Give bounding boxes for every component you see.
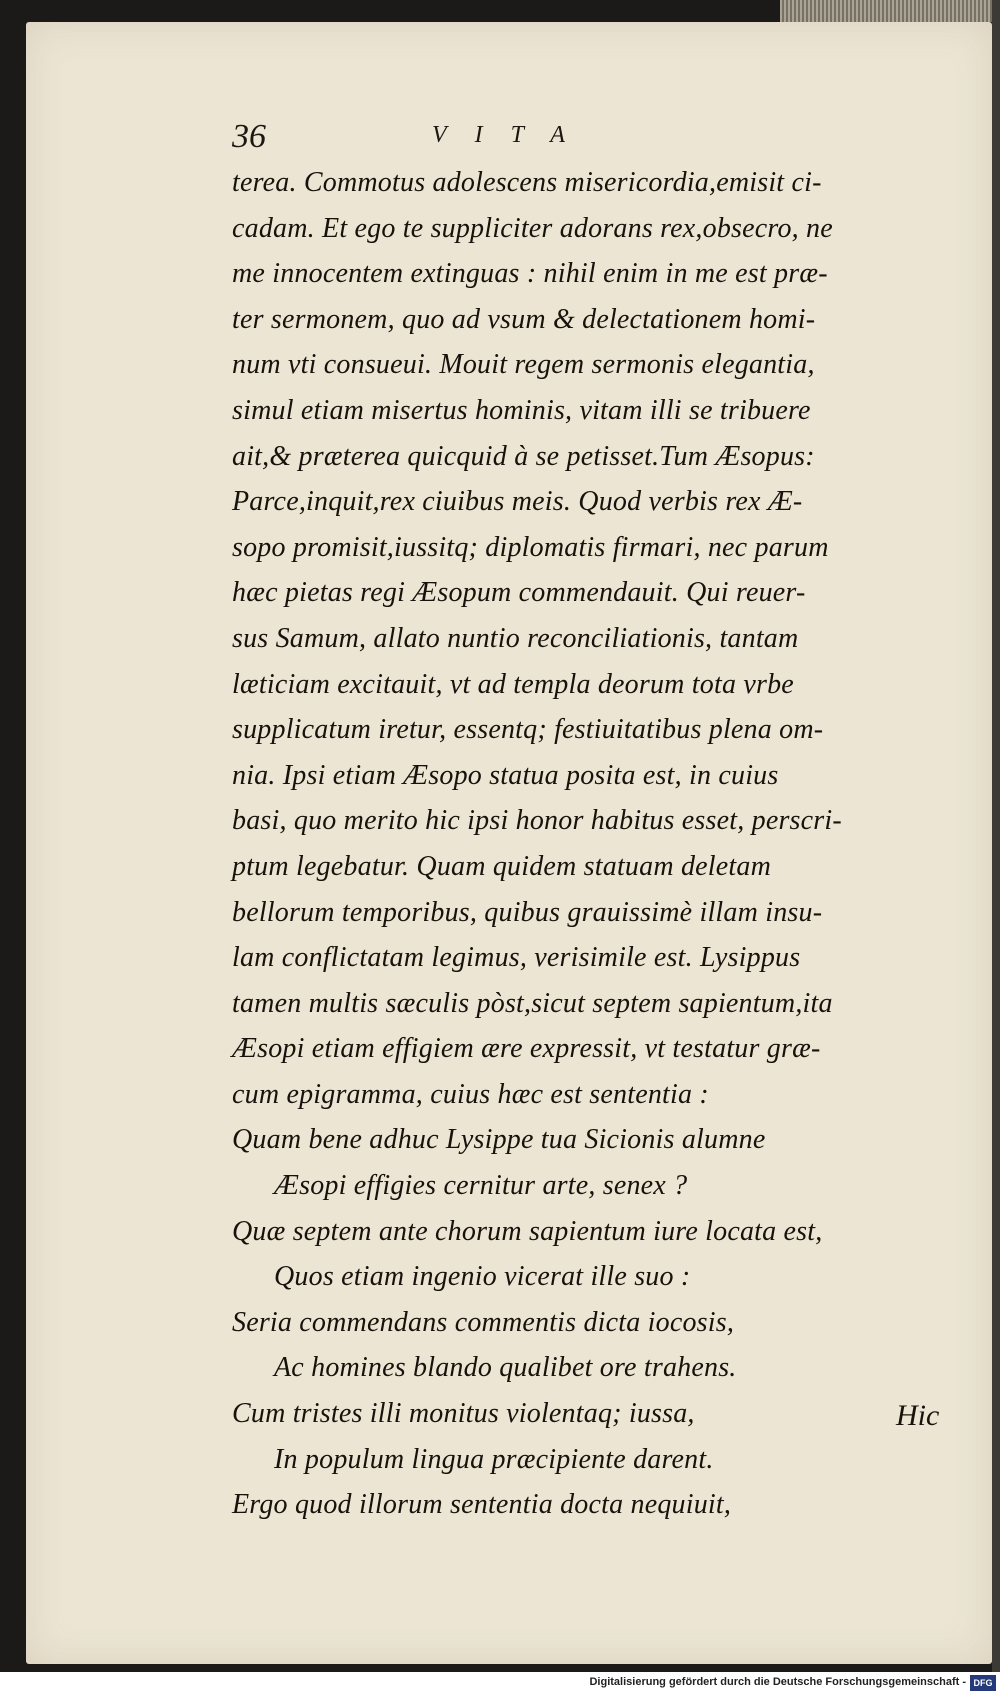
book-page-edges	[780, 0, 1000, 22]
verse-line: Ergo quod illorum sententia docta nequiuit,	[232, 1489, 732, 1521]
text-line: cum epigramma, cuius hæc est sententia :	[232, 1078, 709, 1110]
verse-line: Seria commendans commentis dicta iocosis,	[232, 1306, 735, 1338]
text-line: Parce,inquit,rex ciuibus meis. Quod verbis rex Æ-	[232, 486, 803, 518]
verse-line: Quos etiam ingenio vicerat ille suo :	[274, 1261, 691, 1293]
running-title: VITA	[432, 122, 593, 148]
text-line: terea. Commotus adolescens misericordia,emisit ci-	[232, 167, 822, 198]
text-line: num vti consueui. Mouit regem sermonis elegantia,	[232, 349, 815, 381]
text-line: supplicatum iretur, essentq; festiuitatibus plena om-	[232, 714, 824, 746]
text-line: nia. Ipsi etiam Æsopo statua posita est, in cuius	[232, 759, 779, 791]
text-line: basi, quo merito hic ipsi honor habitus esset, perscri-	[232, 805, 842, 837]
text-line: ait,& præterea quicquid à se petisset.Tum Æsopus:	[232, 440, 815, 472]
text-line: bellorum temporibus, quibus grauissimè illam insu-	[232, 896, 823, 928]
text-line: sopo promisit,iussitq; diplomatis firmari, nec parum	[232, 531, 829, 563]
running-head	[232, 118, 952, 158]
text-line: ptum legebatur. Quam quidem statuam deletam	[232, 850, 771, 882]
book-spine-edge	[992, 0, 1000, 1672]
text-line: lam conflictatam legimus, verisimile est. Lysippus	[232, 942, 801, 974]
text-line: sus Samum, allato nuntio reconciliationis, tantam	[232, 622, 799, 654]
verse-line: Cum tristes illi monitus violentaq; iussa,	[232, 1398, 695, 1430]
text-line: ter sermonem, quo ad vsum & delectationem homi-	[232, 303, 816, 335]
text-line: tamen multis sæculis pòst,sicut septem sapientum,ita	[232, 987, 833, 1019]
verse-line: Quæ septem ante chorum sapientum iure locata est,	[232, 1215, 823, 1247]
text-line: simul etiam misertus hominis, vitam illi se tribuere	[232, 394, 811, 426]
text-line: hæc pietas regi Æsopum commendauit. Qui reuer-	[232, 577, 806, 609]
text-line: læticiam excitauit, vt ad templa deorum tota vrbe	[232, 668, 794, 700]
epigram-verses	[232, 1117, 952, 1527]
dfg-logo: DFG	[970, 1675, 996, 1691]
verse-line: In populum lingua præcipiente darent.	[274, 1443, 714, 1475]
page-text	[232, 160, 952, 1528]
verse-line: Quam bene adhuc Lysippe tua Sicionis alumne	[232, 1124, 766, 1156]
footer-strip	[0, 1672, 1000, 1697]
page-number: 36	[232, 118, 266, 155]
catchword: Hic	[896, 1399, 940, 1432]
prose-block	[232, 160, 952, 1117]
verse-line: Ac homines blando qualibet ore trahens.	[274, 1352, 737, 1384]
verse-line: Æsopi effigies cernitur arte, senex ?	[274, 1170, 688, 1202]
text-line: cadam. Et ego te suppliciter adorans rex,obsecro, ne	[232, 212, 833, 244]
text-line: Æsopi etiam effigiem ære expressit, vt testatur græ-	[232, 1033, 821, 1065]
text-line: me innocentem extinguas : nihil enim in me est præ-	[232, 258, 828, 290]
funding-note: Digitalisierung gefördert durch die Deutsche Forschungsgemeinschaft -	[589, 1676, 966, 1688]
